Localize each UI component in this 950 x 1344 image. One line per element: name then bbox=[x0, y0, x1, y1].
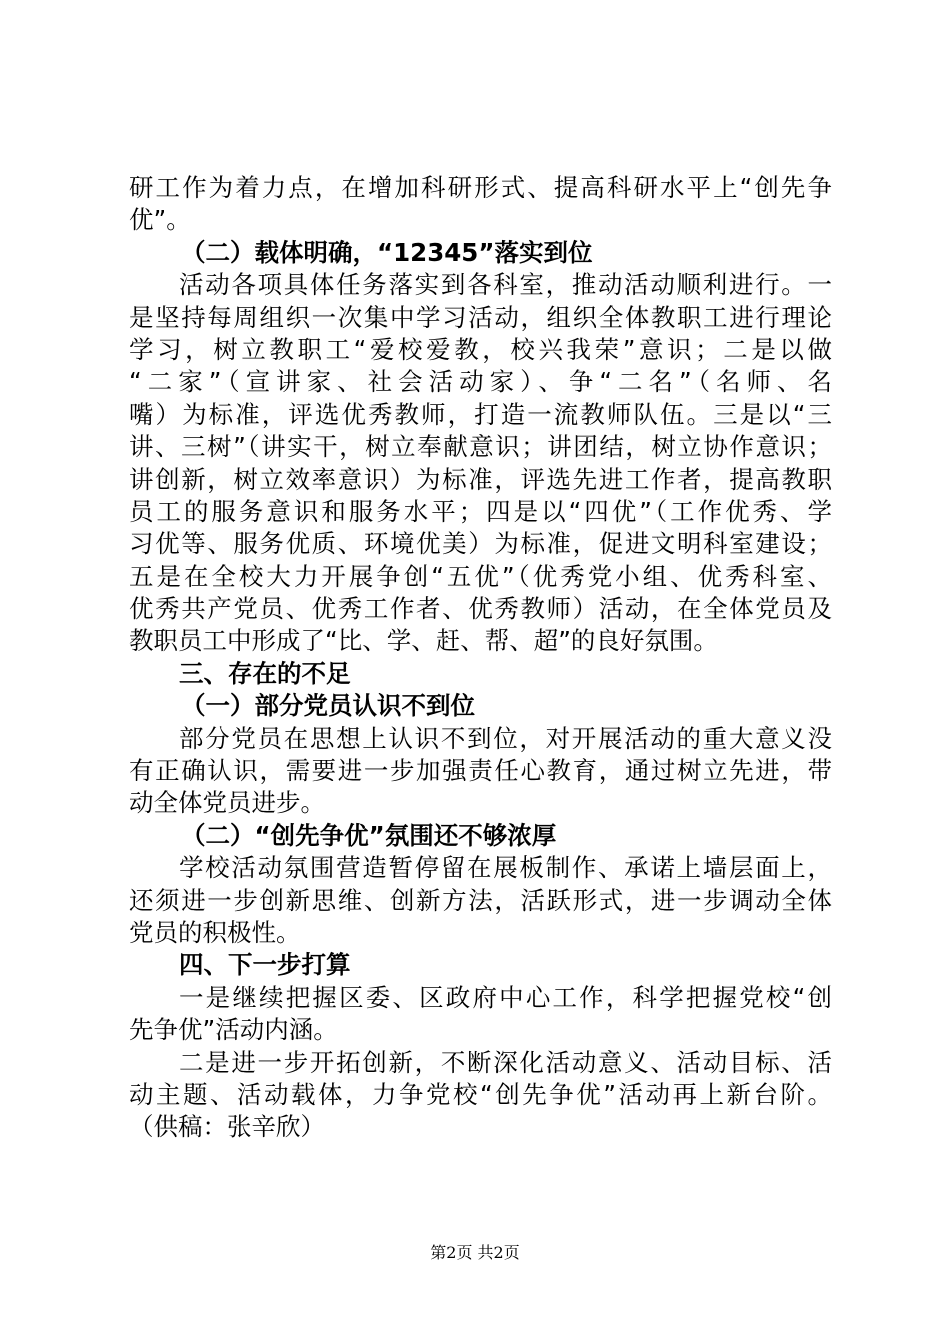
document-body bbox=[129, 172, 832, 1144]
paragraph-line: 有正确认识，需要进一步加强责任心教育，通过树立先进，带 bbox=[129, 756, 832, 786]
section-heading: 四、下一步打算 bbox=[179, 950, 351, 980]
paragraph-line: 党员的积极性。 bbox=[129, 917, 301, 947]
paragraph-line: 部分党员在思想上认识不到位，对开展活动的重大意义没 bbox=[179, 723, 832, 753]
section-heading: （一）部分党员认识不到位 bbox=[181, 691, 475, 721]
section-heading: （二）“创先争优”氛围还不够浓厚 bbox=[181, 820, 557, 850]
paragraph-line: （供稿：张辛欣） bbox=[129, 1112, 325, 1142]
paragraph-line: 动主题、活动载体，力争党校“创先争优”活动再上新台阶。 bbox=[129, 1079, 832, 1109]
page-number-footer: 第2页 共2页 bbox=[430, 1243, 520, 1262]
paragraph-line: 活动各项具体任务落实到各科室，推动活动顺利进行。一 bbox=[179, 270, 832, 300]
paragraph-line: “二家”（宣讲家、社会活动家）、争“二名”（名师、名 bbox=[129, 367, 832, 397]
paragraph-line: 研工作为着力点，在增加科研形式、提高科研水平上“创先争 bbox=[129, 173, 832, 202]
paragraph-line: 五是在全校大力开展争创“五优”（优秀党小组、优秀科室、 bbox=[129, 561, 832, 591]
paragraph-line: 嘴）为标准，评选优秀教师，打造一流教师队伍。三是以“三 bbox=[129, 399, 832, 429]
paragraph-line: 讲创新，树立效率意识）为标准，评选先进工作者，提高教职 bbox=[129, 464, 832, 494]
paragraph-line: 是坚持每周组织一次集中学习活动，组织全体教职工进行理论 bbox=[129, 302, 832, 332]
section-heading: 三、存在的不足 bbox=[179, 658, 351, 688]
paragraph-line: 优”。 bbox=[129, 205, 191, 235]
paragraph-line: 讲、三树”（讲实干，树立奉献意识；讲团结，树立协作意识； bbox=[129, 432, 832, 462]
section-heading: （二）载体明确，“12345”落实到位 bbox=[181, 237, 593, 267]
paragraph-line: 一是继续把握区委、区政府中心工作，科学把握党校“创 bbox=[179, 982, 832, 1012]
paragraph-line: 二是进一步开拓创新，不断深化活动意义、活动目标、活 bbox=[179, 1047, 832, 1077]
paragraph-line: 学校活动氛围营造暂停留在展板制作、承诺上墙层面上， bbox=[179, 853, 832, 883]
paragraph-line: 学习，树立教职工“爱校爱教，校兴我荣”意识；二是以做 bbox=[129, 334, 832, 364]
paragraph-line: 先争优”活动内涵。 bbox=[129, 1015, 338, 1045]
paragraph-line: 习优等、服务优质、环境优美）为标准，促进文明科室建设； bbox=[129, 529, 832, 559]
paragraph-line: 动全体党员进步。 bbox=[129, 788, 325, 818]
paragraph-line: 教职员工中形成了“比、学、赶、帮、超”的良好氛围。 bbox=[129, 626, 718, 656]
paragraph-line: 还须进一步创新思维、创新方法，活跃形式，进一步调动全体 bbox=[129, 885, 832, 915]
paragraph-line: 优秀共产党员、优秀工作者、优秀教师）活动，在全体党员及 bbox=[129, 594, 832, 624]
paragraph-line: 员工的服务意识和服务水平；四是以“四优”（工作优秀、学 bbox=[129, 496, 832, 526]
